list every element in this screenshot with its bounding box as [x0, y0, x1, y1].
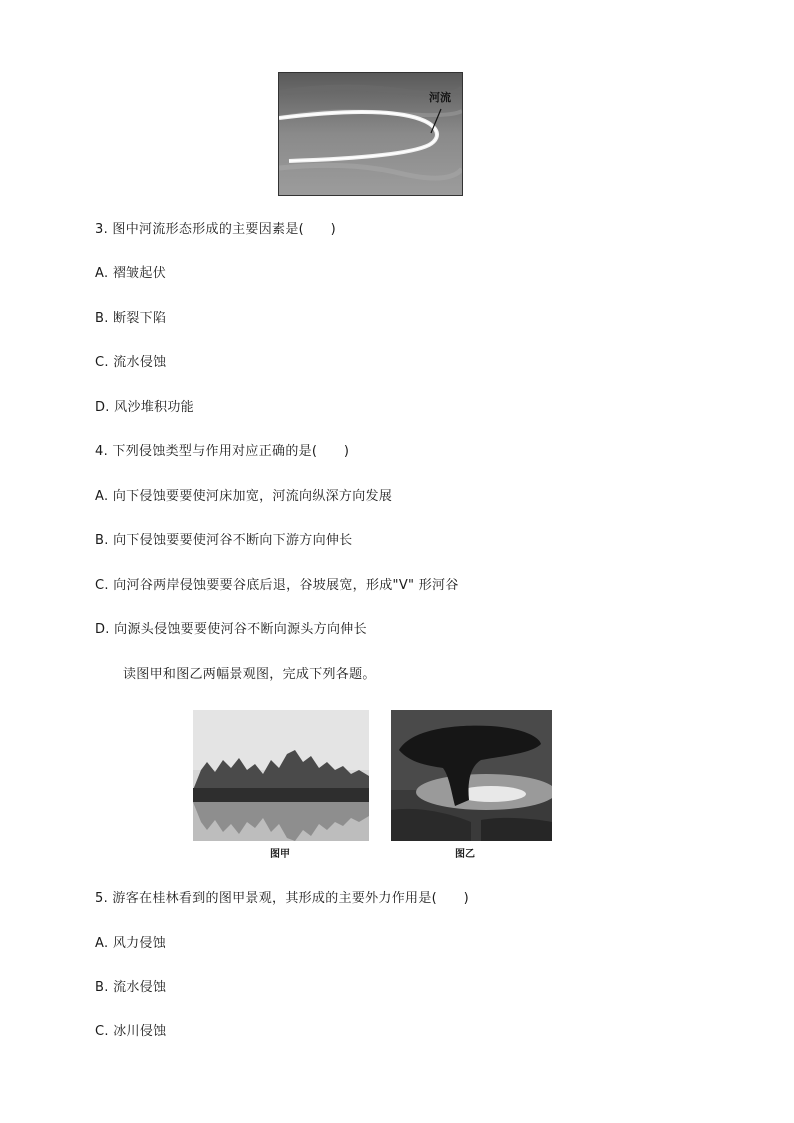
q3-option-c: C. 流水侵蚀	[95, 355, 167, 370]
photo-jia	[193, 710, 369, 841]
q3-stem: 3. 图中河流形态形成的主要因素是( )	[95, 222, 336, 237]
intro-text: 读图甲和图乙两幅景观图，完成下列各题。	[123, 667, 376, 682]
q4-option-b: B. 向下侵蚀要要使河谷不断向下游方向伸长	[95, 533, 353, 548]
q5-option-a: A. 风力侵蚀	[95, 936, 167, 951]
mushroom-rock-image	[391, 710, 552, 841]
photo-yi	[391, 710, 552, 841]
river-photo	[278, 72, 463, 196]
q4-option-c: C. 向河谷两岸侵蚀要要谷底后退，谷坡展宽，形成"V" 形河谷	[95, 578, 459, 593]
q3-option-a: A. 褶皱起伏	[95, 266, 167, 281]
q5-option-c: C. 冰川侵蚀	[95, 1024, 167, 1039]
q3-option-b: B. 断裂下陷	[95, 311, 167, 326]
caption-jia: 图甲	[270, 849, 290, 860]
river-label: 河流	[429, 91, 451, 104]
karst-landscape-image	[193, 710, 369, 841]
q3-option-d: D. 风沙堆积功能	[95, 400, 194, 415]
q4-option-a: A. 向下侵蚀要要使河床加宽，河流向纵深方向发展	[95, 489, 393, 504]
q5-stem: 5. 游客在桂林看到的图甲景观，其形成的主要外力作用是( )	[95, 891, 469, 906]
caption-yi: 图乙	[455, 849, 475, 860]
q4-option-d: D. 向源头侵蚀要要使河谷不断向源头方向伸长	[95, 622, 367, 637]
q5-option-b: B. 流水侵蚀	[95, 980, 167, 995]
q4-stem: 4. 下列侵蚀类型与作用对应正确的是( )	[95, 444, 350, 459]
